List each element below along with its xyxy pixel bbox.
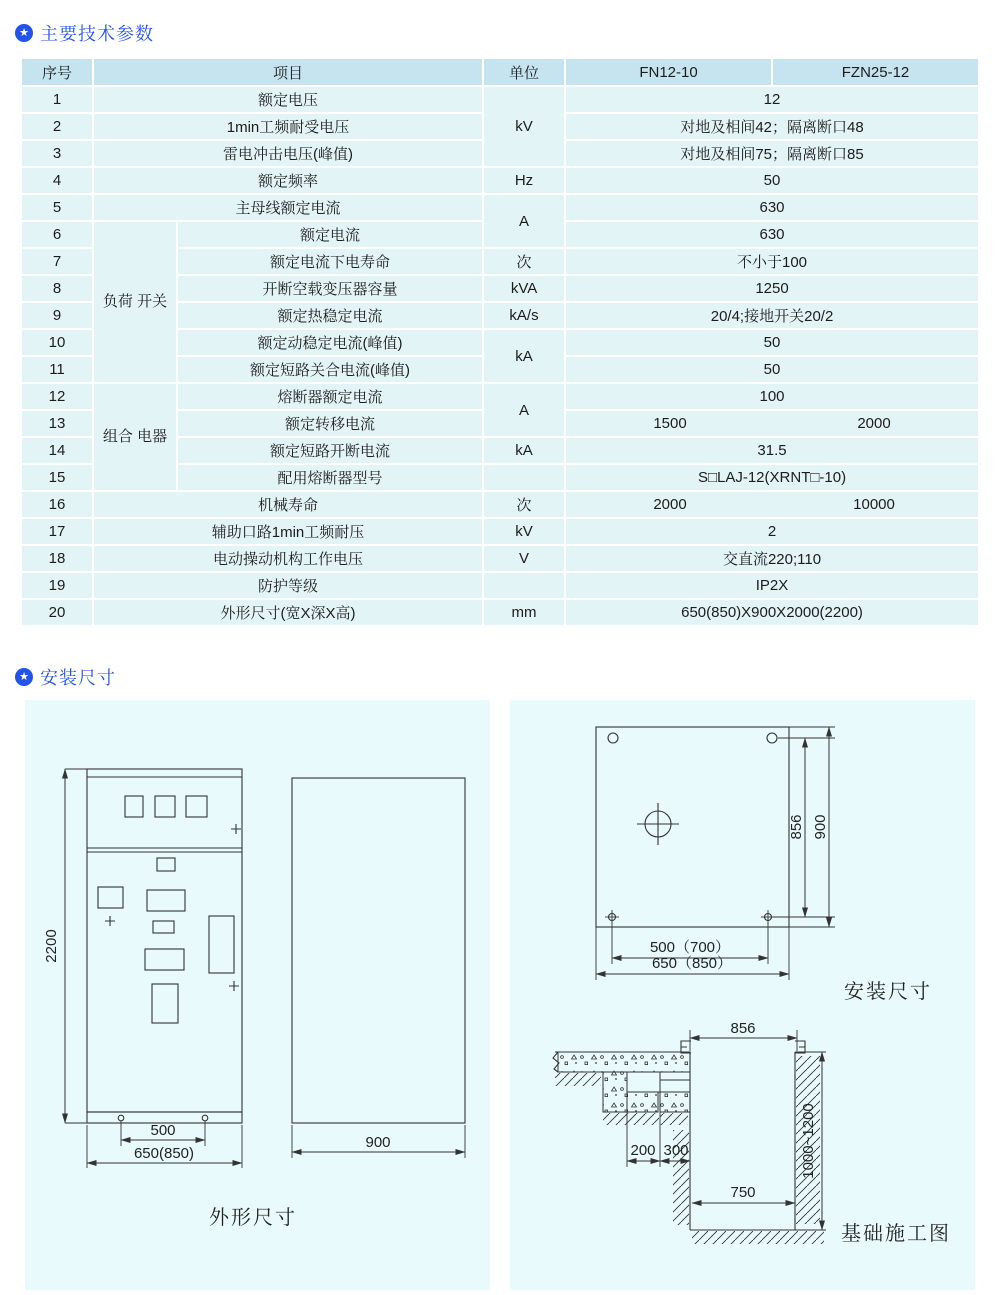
- cell-item: 额定电压: [94, 87, 482, 112]
- cell-value: 630: [566, 195, 978, 220]
- cell-value: IP2X: [566, 573, 978, 598]
- star-icon: ★: [15, 668, 33, 686]
- dim-hole-span: 500（700）: [649, 939, 731, 956]
- cell-value: 20/4;接地开关20/2: [566, 303, 978, 328]
- dim-depth: 900: [812, 814, 829, 840]
- cell-num: 18: [22, 546, 92, 571]
- front-view: [65, 769, 242, 1123]
- cell-num: 4: [22, 168, 92, 193]
- cell-group-combo: 组合 电器: [94, 384, 176, 490]
- cell-unit: kA: [484, 438, 564, 463]
- cell-value: 12: [566, 87, 978, 112]
- cell-unit: [484, 573, 564, 598]
- cell-unit: kV: [484, 519, 564, 544]
- cell-item: 开断空载变压器容量: [178, 276, 482, 301]
- install-plan-dimensions: [596, 727, 835, 980]
- cell-item: 配用熔断器型号: [178, 465, 482, 490]
- cell-num: 11: [22, 357, 92, 382]
- cell-value-split: [566, 411, 978, 436]
- cell-num: 19: [22, 573, 92, 598]
- cell-value: 对地及相间42；隔离断口48: [566, 114, 978, 139]
- cell-item: 额定频率: [94, 168, 482, 193]
- dim-width: 650（850）: [651, 955, 733, 972]
- cell-unit: V: [484, 546, 564, 571]
- cell-unit: [484, 465, 564, 490]
- cell-item: 主母线额定电流: [94, 195, 482, 220]
- col-header-item: 项目: [94, 59, 482, 85]
- cell-num: 6: [22, 222, 92, 247]
- section-header-install: [15, 664, 116, 690]
- table-row: [22, 384, 978, 409]
- cell-num: 17: [22, 519, 92, 544]
- cell-item: 额定热稳定电流: [178, 303, 482, 328]
- table-row: [22, 519, 978, 544]
- cell-value: 630: [566, 222, 978, 247]
- cell-item: 额定短路开断电流: [178, 438, 482, 463]
- cell-item: 熔断器额定电流: [178, 384, 482, 409]
- cell-num: 15: [22, 465, 92, 490]
- cell-item: 辅助口路1min工频耐压: [94, 519, 482, 544]
- cell-value: 50: [566, 330, 978, 355]
- foundation-caption: 基础施工图: [841, 1223, 951, 1245]
- cell-item: 额定电流下电寿命: [178, 249, 482, 274]
- dim-step-left: 200: [630, 1142, 656, 1159]
- cell-group-load-switch: 负荷 开关: [94, 222, 176, 382]
- cell-num: 14: [22, 438, 92, 463]
- cell-num: 12: [22, 384, 92, 409]
- cell-value: 不小于100: [566, 249, 978, 274]
- table-row: [22, 168, 978, 193]
- cell-unit: A: [484, 384, 564, 436]
- cell-num: 5: [22, 195, 92, 220]
- cell-num: 16: [22, 492, 92, 517]
- col-header-num: 序号: [22, 59, 92, 85]
- cell-item: 外形尺寸(宽X深X高): [94, 600, 482, 625]
- col-header-model1: FN12-10: [566, 59, 771, 85]
- table-row: [22, 600, 978, 625]
- cell-unit: A: [484, 195, 564, 247]
- cell-value: 650(850)X900X2000(2200): [566, 600, 978, 625]
- outline-drawing-panel: [25, 700, 490, 1290]
- table-row: [22, 195, 978, 220]
- cell-item: 额定电流: [178, 222, 482, 247]
- cell-unit: kVA: [484, 276, 564, 301]
- cell-item: 电动操动机构工作电压: [94, 546, 482, 571]
- parameters-table: [20, 57, 980, 627]
- outline-caption: 外形尺寸: [209, 1207, 297, 1229]
- dim-step-right: 300: [663, 1142, 689, 1159]
- cell-value-model2: 10000: [853, 496, 895, 513]
- dim-top-width: 856: [730, 1020, 756, 1037]
- cell-unit: mm: [484, 600, 564, 625]
- cell-item: 雷电冲击电压(峰值): [94, 141, 482, 166]
- cell-value: 31.5: [566, 438, 978, 463]
- cell-value: 100: [566, 384, 978, 409]
- section-title-params: 主要技术参数: [40, 24, 154, 44]
- cell-item: 额定动稳定电流(峰值): [178, 330, 482, 355]
- cell-unit: kA: [484, 330, 564, 382]
- table-header-row: [22, 59, 978, 85]
- col-header-model2: FZN25-12: [773, 59, 978, 85]
- outline-drawing: [25, 700, 490, 1290]
- cell-item: 额定转移电流: [178, 411, 482, 436]
- cell-item: 机械寿命: [94, 492, 482, 517]
- cell-num: 3: [22, 141, 92, 166]
- star-icon: ★: [15, 24, 33, 42]
- col-header-unit: 单位: [484, 59, 564, 85]
- table-row: [22, 546, 978, 571]
- cell-num: 1: [22, 87, 92, 112]
- cell-value-model1: 2000: [653, 496, 687, 513]
- table-row: [22, 573, 978, 598]
- dim-depth-range: 1000~1200: [800, 1103, 817, 1179]
- install-drawing-panel: [510, 700, 975, 1290]
- side-view: [292, 778, 465, 1158]
- cell-value: 交直流220;110: [566, 546, 978, 571]
- dim-depth: 900: [365, 1134, 391, 1151]
- cell-num: 9: [22, 303, 92, 328]
- cell-num: 10: [22, 330, 92, 355]
- install-plan-caption: 安装尺寸: [844, 981, 932, 1003]
- cell-item: 1min工频耐受电压: [94, 114, 482, 139]
- cell-num: 13: [22, 411, 92, 436]
- install-drawing: [510, 700, 975, 1290]
- section-header-params: [15, 20, 154, 46]
- cell-unit: Hz: [484, 168, 564, 193]
- cell-value-split: [566, 492, 978, 517]
- table-row: [22, 87, 978, 112]
- cell-item: 额定短路关合电流(峰值): [178, 357, 482, 382]
- cell-num: 2: [22, 114, 92, 139]
- cell-value-model1: 1500: [653, 415, 687, 432]
- cell-value: 50: [566, 168, 978, 193]
- table-row: [22, 492, 978, 517]
- cell-item: 防护等级: [94, 573, 482, 598]
- dim-width: 650(850): [133, 1145, 195, 1162]
- cell-unit: kA/s: [484, 303, 564, 328]
- dim-height: 2200: [43, 929, 60, 963]
- cell-value: 1250: [566, 276, 978, 301]
- dim-pit-width: 750: [730, 1184, 756, 1201]
- cell-value-model2: 2000: [857, 415, 891, 432]
- cell-num: 8: [22, 276, 92, 301]
- cell-num: 20: [22, 600, 92, 625]
- foundation-view: [553, 1020, 826, 1244]
- cell-unit: 次: [484, 492, 564, 517]
- cell-value: S□LAJ-12(XRNT□-10): [566, 465, 978, 490]
- cell-num: 7: [22, 249, 92, 274]
- install-plan-view: [596, 727, 789, 927]
- dim-hole-span: 500: [150, 1122, 176, 1139]
- foundation-dimensions: [627, 1052, 822, 1230]
- dim-hole-pitch-v: 856: [788, 814, 805, 840]
- cell-value: 2: [566, 519, 978, 544]
- cell-unit: kV: [484, 87, 564, 166]
- cell-value: 50: [566, 357, 978, 382]
- front-view-dimensions: [43, 769, 242, 1168]
- cell-value: 对地及相间75；隔离断口85: [566, 141, 978, 166]
- section-title-install: 安装尺寸: [40, 668, 116, 688]
- cell-unit: 次: [484, 249, 564, 274]
